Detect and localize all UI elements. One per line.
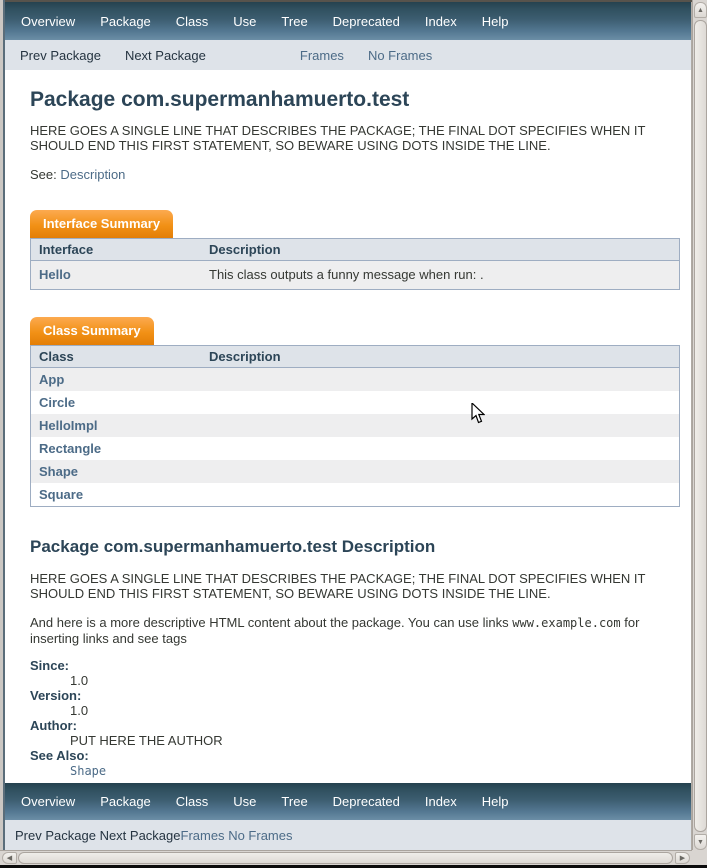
class-description-cell (201, 368, 679, 391)
prev-package-label: Prev Package (15, 827, 96, 843)
vertical-scrollbar[interactable] (692, 0, 707, 852)
top-navigation-bar (5, 2, 691, 40)
class-table-header-row (31, 346, 679, 368)
scroll-right-button[interactable] (675, 852, 690, 864)
description-col-header: Description (209, 242, 281, 257)
class-name-cell (31, 368, 201, 391)
vertical-scrollbar-thumb[interactable] (694, 20, 707, 832)
frames-group (181, 828, 293, 843)
nav-item-tree[interactable]: Tree (281, 13, 308, 29)
scroll-up-icon: ▲ (697, 6, 704, 14)
frames-link[interactable]: Frames (299, 47, 344, 63)
class-description-cell (201, 483, 679, 506)
nav-item-index[interactable]: Index (424, 13, 457, 29)
scroll-up-button[interactable] (694, 2, 707, 18)
para2-text-after: for inserting links and see tags (30, 615, 640, 646)
class-name-cell (31, 460, 201, 483)
nav-item-use[interactable]: Use (233, 13, 257, 29)
class-summary-block (30, 317, 680, 507)
see-also-value (70, 763, 666, 779)
table-row (31, 483, 679, 506)
bottom-nav-list (15, 792, 527, 811)
class-summary-table (30, 345, 680, 507)
table-row (31, 391, 679, 414)
see-label: See: (30, 167, 57, 182)
class-square-link[interactable]: Square (39, 487, 84, 502)
class-description-cell (201, 391, 679, 414)
interface-summary-caption-tab: Interface Summary (30, 210, 173, 238)
scrollbar-corner (692, 850, 707, 865)
interface-description-cell: This class outputs a funny message when run: . (209, 267, 484, 282)
next-package-label: Next Package (124, 47, 206, 63)
class-rectangle-link[interactable]: Rectangle (39, 441, 102, 456)
frames-link[interactable]: Frames (180, 827, 225, 843)
package-description-para1: HERE GOES A SINGLE LINE THAT DESCRIBES THE PACKAGE; THE FINAL DOT SPECIFIES WHEN IT SHOULD END THIS FIRST STATEMENT, SO BEWARE USING DOTS INSIDE THE LINE. (30, 571, 646, 601)
package-description-para2 (30, 615, 666, 646)
bottom-navigation-bar (5, 783, 691, 820)
nav-item-package[interactable]: Package (100, 794, 151, 809)
bottom-sub-navigation-bar (5, 820, 691, 850)
interface-name-cell (31, 261, 201, 289)
nav-item-overview[interactable]: Overview (21, 13, 76, 29)
class-name-cell (31, 437, 201, 460)
class-circle-link[interactable]: Circle (39, 395, 76, 410)
top-nav-list (15, 12, 527, 31)
package-tags-list (30, 658, 666, 779)
scroll-left-icon: ◀ (6, 855, 13, 862)
nav-item-deprecated[interactable]: Deprecated (332, 13, 400, 29)
para2-code-text: www.example.com (512, 616, 621, 630)
no-frames-link[interactable]: No Frames (228, 827, 293, 843)
class-app-link[interactable]: App (39, 372, 65, 387)
class-helloimpl-link[interactable]: HelloImpl (39, 418, 98, 433)
table-row (31, 261, 679, 289)
sub-navigation-bar (5, 40, 691, 70)
table-row (31, 460, 679, 483)
javadoc-page (5, 2, 692, 850)
class-col-header: Class (39, 349, 74, 364)
nav-item-class[interactable]: Class (175, 794, 209, 809)
since-value: 1.0 (70, 673, 89, 688)
package-pager-group (15, 828, 181, 843)
class-name-cell (31, 414, 201, 437)
horizontal-scrollbar-thumb[interactable] (18, 852, 673, 864)
class-name-cell (31, 391, 201, 414)
class-description-cell (201, 460, 679, 483)
scroll-down-icon: ▼ (697, 838, 704, 846)
interface-table-header-row (31, 239, 679, 261)
class-description-cell (201, 414, 679, 437)
nav-item-help[interactable]: Help (481, 794, 509, 809)
para2-text-before: And here is a more descriptive HTML content about the package. You can use links (30, 615, 513, 630)
scroll-left-button[interactable] (2, 852, 17, 864)
interface-col-header: Interface (39, 242, 94, 257)
page-title: Package com.supermanhamuerto.test (30, 88, 410, 111)
nav-item-tree[interactable]: Tree (281, 794, 308, 809)
window-left-border-inner (3, 0, 5, 868)
scroll-down-button[interactable] (694, 834, 707, 850)
prev-package-label: Prev Package (20, 47, 101, 63)
table-row (31, 414, 679, 437)
interface-hello-link[interactable]: Hello (39, 267, 71, 282)
since-label: Since: (30, 658, 70, 673)
version-value: 1.0 (70, 703, 89, 718)
package-lede-text: HERE GOES A SINGLE LINE THAT DESCRIBES THE PACKAGE; THE FINAL DOT SPECIFIES WHEN IT SHOULD END THIS FIRST STATEMENT, SO BEWARE USING DOTS INSIDE THE LINE. (30, 123, 646, 153)
author-label: Author: (30, 718, 77, 733)
see-description-link[interactable]: Description (60, 167, 126, 182)
scroll-right-icon: ▶ (679, 855, 686, 862)
mouse-cursor-icon (471, 403, 485, 424)
nav-item-deprecated[interactable]: Deprecated (332, 794, 400, 809)
nav-item-help[interactable]: Help (481, 13, 509, 29)
window-top-border (0, 0, 707, 2)
no-frames-link[interactable]: No Frames (367, 47, 433, 63)
frames-group (295, 46, 451, 65)
class-shape-link[interactable]: Shape (39, 464, 79, 479)
see-also-label: See Also: (30, 748, 89, 763)
next-package-label: Next Package (99, 827, 181, 843)
description-col-header: Description (209, 349, 281, 364)
horizontal-scrollbar[interactable] (0, 850, 692, 865)
nav-item-overview[interactable]: Overview (21, 794, 76, 809)
nav-item-class[interactable]: Class (175, 13, 209, 29)
version-label: Version: (30, 688, 82, 703)
author-value: PUT HERE THE AUTHOR (70, 733, 223, 748)
interface-summary-table (30, 238, 680, 290)
table-row (31, 368, 679, 391)
package-description-heading: Package com.supermanhamuerto.test Description (30, 537, 436, 556)
table-row (31, 437, 679, 460)
package-pager-group (15, 46, 225, 65)
nav-item-use[interactable]: Use (233, 794, 257, 809)
package-summary-content (5, 70, 691, 783)
nav-item-package[interactable]: Package (100, 13, 151, 29)
see-also-shape-link[interactable]: Shape (70, 764, 107, 778)
interface-summary-block (30, 210, 680, 290)
class-summary-caption-tab: Class Summary (30, 317, 154, 345)
class-name-cell (31, 483, 201, 506)
see-line (30, 167, 666, 182)
nav-item-index[interactable]: Index (424, 794, 457, 809)
class-description-cell (201, 437, 679, 460)
